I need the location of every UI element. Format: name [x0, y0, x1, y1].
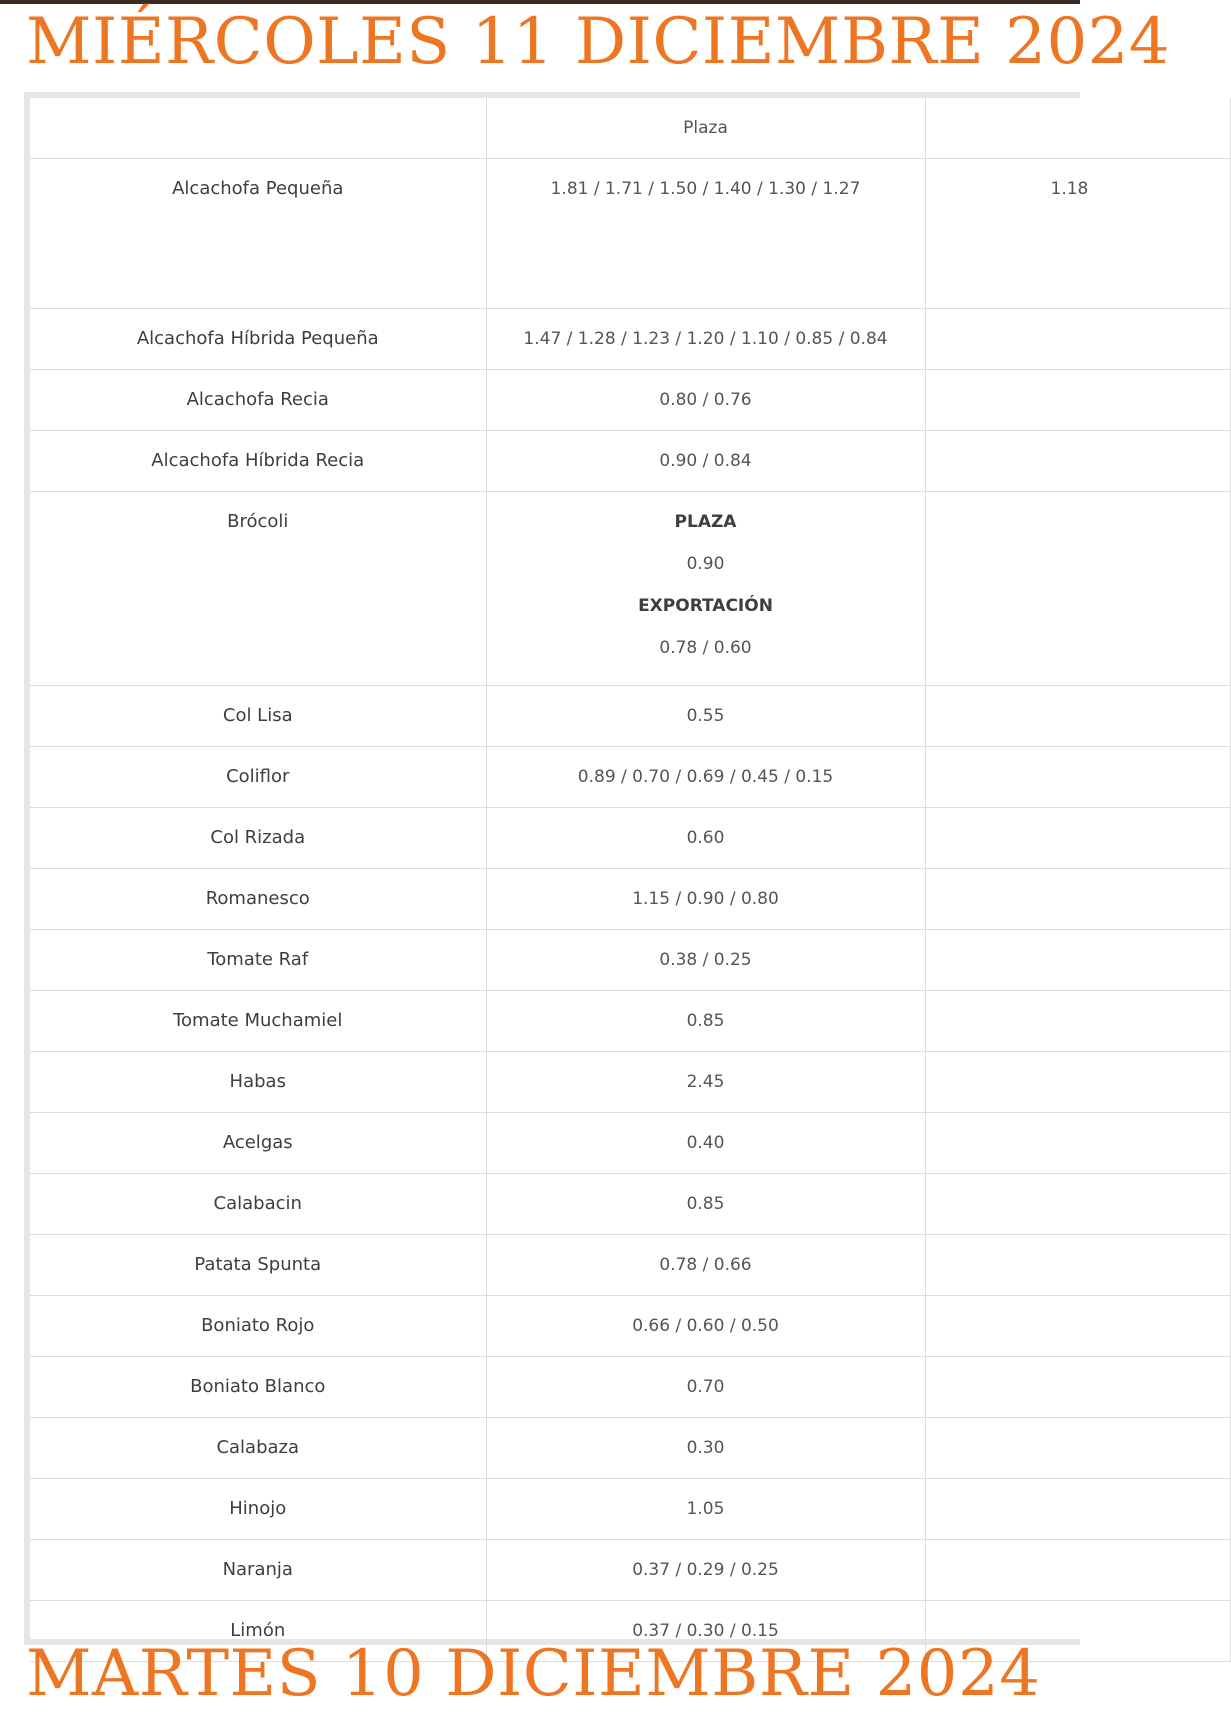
extra-prices: [925, 309, 1230, 370]
plaza-prices: 0.85: [486, 991, 925, 1052]
table-row: [30, 159, 1230, 309]
plaza-prices: 0.60: [486, 808, 925, 869]
plaza-prices: 1.81 / 1.71 / 1.50 / 1.40 / 1.30 / 1.27: [486, 159, 925, 309]
extra-prices: [925, 930, 1230, 991]
plaza-prices: 0.70: [486, 1357, 925, 1418]
product-name: Brócoli: [30, 492, 486, 686]
extra-prices: [925, 747, 1230, 808]
plaza-prices: 1.47 / 1.28 / 1.23 / 1.20 / 1.10 / 0.85 / 0.84: [486, 309, 925, 370]
table-row: [30, 1235, 1230, 1296]
table-row: [30, 747, 1230, 808]
extra-prices: [925, 431, 1230, 492]
table-row: [30, 991, 1230, 1052]
extra-prices: [925, 370, 1230, 431]
plaza-prices: [486, 492, 925, 686]
product-name: Alcachofa Recia: [30, 370, 486, 431]
extra-prices: 1.18: [925, 159, 1230, 309]
plaza-prices: 0.55: [486, 686, 925, 747]
table-row: [30, 808, 1230, 869]
plaza-prices: 2.45: [486, 1052, 925, 1113]
plaza-prices: 0.30: [486, 1418, 925, 1479]
product-name: Patata Spunta: [30, 1235, 486, 1296]
plaza-prices: 0.78 / 0.66: [486, 1235, 925, 1296]
table-row: [30, 492, 1230, 686]
plaza-prices: 0.40: [486, 1113, 925, 1174]
table-row: [30, 1357, 1230, 1418]
product-name: Boniato Rojo: [30, 1296, 486, 1357]
extra-prices: [925, 1357, 1230, 1418]
product-name: Romanesco: [30, 869, 486, 930]
extra-prices: [925, 1235, 1230, 1296]
product-name: Hinojo: [30, 1479, 486, 1540]
header-product: [30, 98, 486, 159]
plaza-prices: 0.85: [486, 1174, 925, 1235]
extra-prices: [925, 1174, 1230, 1235]
table-row: [30, 869, 1230, 930]
page-title: MIÉRCOLES 11 DICIEMBRE 2024: [26, 5, 1171, 79]
table-row: [30, 930, 1230, 991]
plaza-prices: 0.89 / 0.70 / 0.69 / 0.45 / 0.15: [486, 747, 925, 808]
table-row: [30, 1296, 1230, 1357]
plaza-prices: 0.37 / 0.30 / 0.15: [486, 1601, 925, 1662]
product-name: Col Rizada: [30, 808, 486, 869]
extra-prices: [925, 1296, 1230, 1357]
extra-prices: [925, 991, 1230, 1052]
plaza-prices: 0.38 / 0.25: [486, 930, 925, 991]
extra-prices: [925, 808, 1230, 869]
price-section-label: PLAZA: [674, 512, 737, 532]
product-name: Naranja: [30, 1540, 486, 1601]
table-row: [30, 1540, 1230, 1601]
product-name: Calabaza: [30, 1418, 486, 1479]
extra-prices: [925, 686, 1230, 747]
extra-prices: [925, 1479, 1230, 1540]
plaza-prices: 0.90 / 0.84: [486, 431, 925, 492]
extra-prices: [925, 492, 1230, 686]
plaza-prices: 0.66 / 0.60 / 0.50: [486, 1296, 925, 1357]
table-row: [30, 1479, 1230, 1540]
plaza-prices: 0.37 / 0.29 / 0.25: [486, 1540, 925, 1601]
header-plaza: Plaza: [486, 98, 925, 159]
product-name: Alcachofa Híbrida Recia: [30, 431, 486, 492]
product-name: Coliflor: [30, 747, 486, 808]
product-name: Tomate Raf: [30, 930, 486, 991]
extra-prices: [925, 1052, 1230, 1113]
plaza-prices: 1.05: [486, 1479, 925, 1540]
product-name: Boniato Blanco: [30, 1357, 486, 1418]
header-extra: [925, 98, 1230, 159]
product-name: Tomate Muchamiel: [30, 991, 486, 1052]
plaza-prices: 1.15 / 0.90 / 0.80: [486, 869, 925, 930]
product-name: Habas: [30, 1052, 486, 1113]
product-name: Col Lisa: [30, 686, 486, 747]
table-row: [30, 1113, 1230, 1174]
table-row: [30, 686, 1230, 747]
product-name: Limón: [30, 1601, 486, 1662]
product-name: Acelgas: [30, 1113, 486, 1174]
price-table: [30, 98, 1231, 1662]
table-header-row: [30, 98, 1230, 159]
extra-prices: [925, 869, 1230, 930]
table-row: [30, 309, 1230, 370]
product-name: Calabacin: [30, 1174, 486, 1235]
price-section-value: 0.78 / 0.60: [659, 638, 752, 658]
next-section-title: MARTES 10 DICIEMBRE 2024: [26, 1637, 1041, 1711]
plaza-prices: 0.80 / 0.76: [486, 370, 925, 431]
price-table-frame[interactable]: [24, 92, 1089, 1645]
price-section-label: EXPORTACIÓN: [638, 596, 773, 616]
table-row: [30, 1418, 1230, 1479]
product-name: Alcachofa Pequeña: [30, 159, 486, 309]
table-row: [30, 370, 1230, 431]
price-table-body: [30, 98, 1230, 1662]
extra-prices: [925, 1113, 1230, 1174]
table-row: [30, 1174, 1230, 1235]
table-row: [30, 1052, 1230, 1113]
extra-prices: [925, 1540, 1230, 1601]
extra-prices: [925, 1418, 1230, 1479]
product-name: Alcachofa Híbrida Pequeña: [30, 309, 486, 370]
table-row: [30, 431, 1230, 492]
price-section-value: 0.90: [686, 554, 725, 574]
